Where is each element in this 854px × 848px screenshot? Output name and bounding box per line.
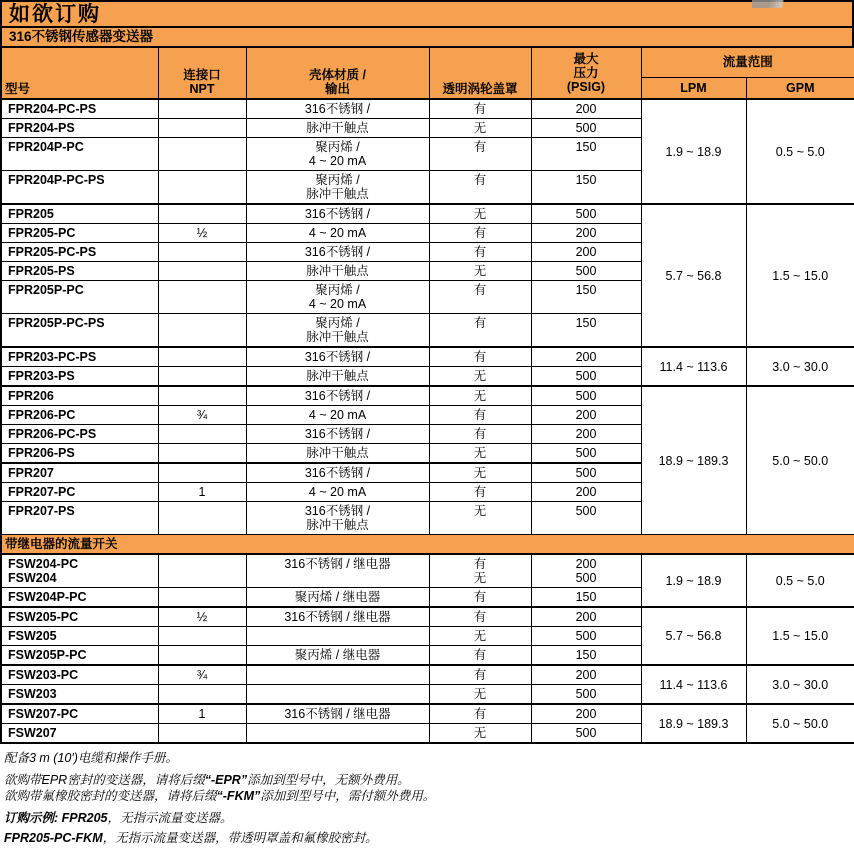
material-cell: [246, 627, 429, 646]
cover-cell: 无: [429, 685, 531, 705]
footnote: [4, 751, 850, 766]
table-row: [1, 386, 854, 406]
flow-gpm-cell: 1.5 ~ 15.0: [746, 204, 854, 347]
cover-cell: 无: [429, 463, 531, 483]
section-band-row: [1, 535, 854, 555]
model-cell: FSW205P-PC: [1, 646, 158, 666]
table-row: [1, 99, 854, 119]
material-cell: 脉冲干触点: [246, 262, 429, 281]
col-header-pressure: [531, 47, 641, 99]
cover-cell: 无: [429, 262, 531, 281]
material-cell: 4 ~ 20 mA: [246, 406, 429, 425]
section-band-label: 带继电器的流量开关: [1, 535, 854, 555]
model-cell: FPR207-PC: [1, 483, 158, 502]
flow-lpm-cell: 18.9 ~ 189.3: [641, 386, 746, 535]
model-cell: FSW205: [1, 627, 158, 646]
psig-cell: 150: [531, 314, 641, 348]
cover-cell: 有: [429, 406, 531, 425]
material-cell: 4 ~ 20 mA: [246, 224, 429, 243]
flow-lpm-cell: 11.4 ~ 113.6: [641, 347, 746, 386]
npt-cell: [158, 502, 246, 535]
col-header-material: [246, 47, 429, 99]
col-header-model: 型号: [1, 47, 158, 99]
npt-cell: [158, 386, 246, 406]
npt-cell: ½: [158, 224, 246, 243]
cover-cell: 有: [429, 704, 531, 724]
footnote-text: ，无指示流量变送器，带透明罩盖和氟橡胶密封。: [102, 831, 378, 845]
model-cell: FPR205: [1, 204, 158, 224]
col-header-lpm: LPM: [641, 77, 746, 99]
npt-cell: [158, 646, 246, 666]
cover-cell: 无: [429, 444, 531, 464]
cover-cell: 有: [429, 483, 531, 502]
col-header-npt-line2: NPT: [189, 82, 215, 96]
footnote-text: “-EPR”: [204, 773, 248, 787]
npt-cell: [158, 314, 246, 348]
npt-cell: [158, 243, 246, 262]
npt-cell: [158, 444, 246, 464]
psig-cell: 150: [531, 138, 641, 171]
cover-cell: 有: [429, 314, 531, 348]
psig-cell: 500: [531, 119, 641, 138]
model-cell: FPR206-PC-PS: [1, 425, 158, 444]
psig-cell: 500: [531, 685, 641, 705]
model-cell: FPR204-PS: [1, 119, 158, 138]
psig-cell: 150: [531, 281, 641, 314]
model-cell: FSW204-PC FSW204: [1, 554, 158, 588]
cover-cell: 无: [429, 502, 531, 535]
table-row: [1, 204, 854, 224]
table-row: [1, 665, 854, 685]
model-cell: FPR206-PS: [1, 444, 158, 464]
material-cell: 316不锈钢 / 继电器: [246, 704, 429, 724]
material-cell: 316不锈钢 / 继电器: [246, 607, 429, 627]
footnote-text: 欲购带氟橡胶密封的变送器，请将后缀: [4, 789, 217, 803]
cover-cell: 有: [429, 588, 531, 608]
psig-cell: 500: [531, 444, 641, 464]
psig-cell: 200: [531, 243, 641, 262]
cover-cell: 有: [429, 347, 531, 367]
cover-cell: 有: [429, 281, 531, 314]
model-cell: FSW207-PC: [1, 704, 158, 724]
material-cell: 聚丙烯 / 4 ~ 20 mA: [246, 138, 429, 171]
material-cell: 聚丙烯 / 4 ~ 20 mA: [246, 281, 429, 314]
footnote: [4, 811, 850, 826]
cover-cell: 无: [429, 367, 531, 387]
cover-cell: 有: [429, 425, 531, 444]
material-cell: 316不锈钢 / 继电器: [246, 554, 429, 588]
psig-cell: 150: [531, 646, 641, 666]
flow-lpm-cell: 5.7 ~ 56.8: [641, 607, 746, 665]
npt-cell: ½: [158, 607, 246, 627]
footnote-text: “-FKM”: [216, 789, 261, 803]
npt-cell: 1: [158, 704, 246, 724]
col-header-npt: [158, 47, 246, 99]
npt-cell: ¾: [158, 406, 246, 425]
cover-cell: 有: [429, 224, 531, 243]
npt-cell: [158, 367, 246, 387]
psig-cell: 200: [531, 425, 641, 444]
cover-cell: 有: [429, 646, 531, 666]
model-cell: FPR203-PC-PS: [1, 347, 158, 367]
psig-cell: 200: [531, 224, 641, 243]
col-header-flow-range: 流量范围: [641, 47, 854, 77]
model-cell: FPR207-PS: [1, 502, 158, 535]
model-cell: FPR204P-PC: [1, 138, 158, 171]
scan-artifact: [752, 0, 794, 8]
order-table: [0, 46, 854, 744]
page-subtitle: 316不锈钢传感器变送器: [0, 28, 854, 46]
material-cell: 聚丙烯 / 脉冲干触点: [246, 171, 429, 205]
psig-cell: 500: [531, 386, 641, 406]
material-cell: 脉冲干触点: [246, 367, 429, 387]
model-cell: FSW204P-PC: [1, 588, 158, 608]
flow-gpm-cell: 3.0 ~ 30.0: [746, 665, 854, 704]
col-header-cover: 透明涡轮盖罩: [429, 47, 531, 99]
table-row: [1, 554, 854, 588]
model-cell: FPR205P-PC-PS: [1, 314, 158, 348]
flow-gpm-cell: 5.0 ~ 50.0: [746, 386, 854, 535]
material-cell: 316不锈钢 /: [246, 425, 429, 444]
model-cell: FSW207: [1, 724, 158, 744]
psig-cell: 500: [531, 204, 641, 224]
flow-gpm-cell: 1.5 ~ 15.0: [746, 607, 854, 665]
model-cell: FPR206-PC: [1, 406, 158, 425]
psig-cell: 500: [531, 463, 641, 483]
npt-cell: [158, 204, 246, 224]
cover-cell: 有: [429, 171, 531, 205]
npt-cell: [158, 281, 246, 314]
model-cell: FPR205-PC: [1, 224, 158, 243]
psig-cell: 200: [531, 704, 641, 724]
cover-cell: 有: [429, 243, 531, 262]
material-cell: 聚丙烯 / 脉冲干触点: [246, 314, 429, 348]
flow-lpm-cell: 5.7 ~ 56.8: [641, 204, 746, 347]
cover-cell: 无: [429, 627, 531, 646]
material-cell: 聚丙烯 / 继电器: [246, 646, 429, 666]
cover-cell: 有: [429, 665, 531, 685]
npt-cell: [158, 119, 246, 138]
material-cell: 脉冲干触点: [246, 444, 429, 464]
flow-lpm-cell: 18.9 ~ 189.3: [641, 704, 746, 743]
npt-cell: [158, 262, 246, 281]
material-cell: 4 ~ 20 mA: [246, 483, 429, 502]
npt-cell: [158, 171, 246, 205]
npt-cell: [158, 627, 246, 646]
psig-cell: 200 500: [531, 554, 641, 588]
npt-cell: [158, 347, 246, 367]
model-cell: FSW203-PC: [1, 665, 158, 685]
psig-cell: 200: [531, 406, 641, 425]
footnote-text: 添加到型号中，需付额外费用。: [260, 789, 436, 803]
psig-cell: 150: [531, 171, 641, 205]
psig-cell: 200: [531, 607, 641, 627]
material-cell: 316不锈钢 /: [246, 386, 429, 406]
model-cell: FSW203: [1, 685, 158, 705]
cover-cell: 有: [429, 138, 531, 171]
col-header-material-line2: 输出: [324, 82, 350, 96]
footnote: [4, 789, 850, 804]
material-cell: 316不锈钢 /: [246, 243, 429, 262]
footnote: [4, 831, 850, 846]
material-cell: [246, 665, 429, 685]
col-header-pressure-line3: (PSIG): [566, 80, 606, 94]
footnote-text: FPR205-PC-FKM: [4, 831, 103, 845]
npt-cell: [158, 588, 246, 608]
material-cell: 316不锈钢 /: [246, 204, 429, 224]
psig-cell: 500: [531, 262, 641, 281]
psig-cell: 150: [531, 588, 641, 608]
npt-cell: [158, 425, 246, 444]
material-cell: 聚丙烯 / 继电器: [246, 588, 429, 608]
footnote-text: 订购示例: FPR205: [4, 811, 108, 825]
psig-cell: 200: [531, 99, 641, 119]
psig-cell: 500: [531, 724, 641, 744]
npt-cell: [158, 724, 246, 744]
table-row: [1, 347, 854, 367]
model-cell: FPR204-PC-PS: [1, 99, 158, 119]
material-cell: 316不锈钢 /: [246, 347, 429, 367]
cover-cell: 无: [429, 119, 531, 138]
table-body: [1, 99, 854, 743]
model-cell: FPR205P-PC: [1, 281, 158, 314]
table-header: [1, 47, 854, 99]
model-cell: FPR206: [1, 386, 158, 406]
flow-gpm-cell: 0.5 ~ 5.0: [746, 99, 854, 204]
footnotes: [0, 744, 854, 846]
model-cell: FPR205-PC-PS: [1, 243, 158, 262]
material-cell: [246, 685, 429, 705]
material-cell: 316不锈钢 /: [246, 463, 429, 483]
cover-cell: 无: [429, 204, 531, 224]
psig-cell: 200: [531, 347, 641, 367]
flow-gpm-cell: 5.0 ~ 50.0: [746, 704, 854, 743]
col-header-pressure-line1: 最大: [573, 52, 599, 66]
psig-cell: 500: [531, 367, 641, 387]
footnote: [4, 773, 850, 788]
col-header-gpm: GPM: [746, 77, 854, 99]
flow-lpm-cell: 1.9 ~ 18.9: [641, 99, 746, 204]
flow-gpm-cell: 0.5 ~ 5.0: [746, 554, 854, 607]
footnote-text: 欲购带EPR密封的变送器，请将后缀: [4, 773, 205, 787]
material-cell: 316不锈钢 /: [246, 99, 429, 119]
table-row: [1, 607, 854, 627]
psig-cell: 500: [531, 627, 641, 646]
col-header-npt-line1: 连接口: [183, 68, 221, 82]
footnote-text: ，无指示流量变送器。: [107, 811, 233, 825]
psig-cell: 200: [531, 665, 641, 685]
cover-cell: 有: [429, 99, 531, 119]
flow-lpm-cell: 1.9 ~ 18.9: [641, 554, 746, 607]
material-cell: 脉冲干触点: [246, 119, 429, 138]
cover-cell: 有 无: [429, 554, 531, 588]
npt-cell: ¾: [158, 665, 246, 685]
cover-cell: 无: [429, 724, 531, 744]
model-cell: FPR204P-PC-PS: [1, 171, 158, 205]
npt-cell: 1: [158, 483, 246, 502]
page-title: 如欲订购: [0, 0, 854, 28]
footnote-text: 配备3 m (10')电缆和操作手册。: [4, 751, 178, 765]
model-cell: FPR203-PS: [1, 367, 158, 387]
cover-cell: 无: [429, 386, 531, 406]
npt-cell: [158, 463, 246, 483]
material-cell: [246, 724, 429, 744]
model-cell: FSW205-PC: [1, 607, 158, 627]
material-cell: 316不锈钢 / 脉冲干触点: [246, 502, 429, 535]
flow-lpm-cell: 11.4 ~ 113.6: [641, 665, 746, 704]
col-header-pressure-line2: 压力: [573, 66, 599, 80]
table-row: [1, 704, 854, 724]
flow-gpm-cell: 3.0 ~ 30.0: [746, 347, 854, 386]
psig-cell: 500: [531, 502, 641, 535]
npt-cell: [158, 685, 246, 705]
model-cell: FPR207: [1, 463, 158, 483]
col-header-material-line1: 壳体材质 /: [309, 68, 366, 82]
model-cell: FPR205-PS: [1, 262, 158, 281]
psig-cell: 200: [531, 483, 641, 502]
footnote-text: 添加到型号中，无额外费用。: [247, 773, 410, 787]
cover-cell: 有: [429, 607, 531, 627]
npt-cell: [158, 138, 246, 171]
npt-cell: [158, 554, 246, 588]
npt-cell: [158, 99, 246, 119]
